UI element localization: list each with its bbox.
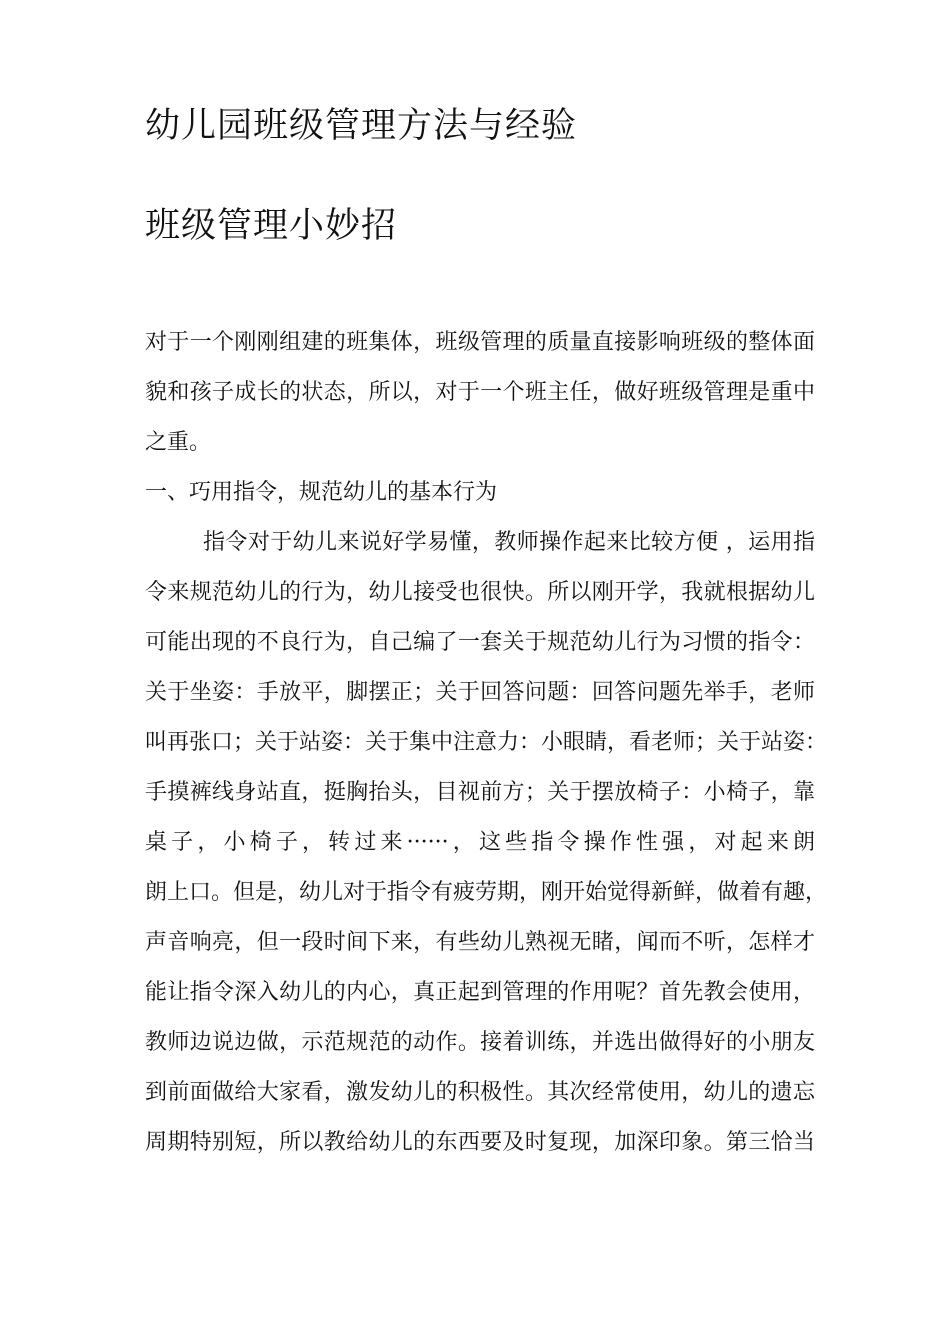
text-line: 周期特别短，所以教给幼儿的东西要及时复现，加深印象。第三恰当: [145, 1130, 815, 1155]
text-line: 叫再张口；关于站姿：关于集中注意力：小眼睛，看老师；关于站姿：: [145, 730, 828, 755]
text-line: 声音响亮，但一段时间下来，有些幼儿熟视无睹，闻而不听，怎样才: [145, 930, 815, 955]
text-line: 可能出现的不良行为，自己编了一套关于规范幼儿行为习惯的指令：: [145, 630, 815, 655]
text-line: 貌和孩子成长的状态，所以，对于一个班主任，做好班级管理是重中: [145, 380, 815, 405]
text-line: 能让指令深入幼儿的内心，真正起到管理的作用呢？首先教会使用，: [145, 980, 815, 1005]
text-line: 朗上口。但是，幼儿对于指令有疲劳期，刚开始觉得新鲜，做着有趣，: [145, 880, 828, 905]
text-line: 指令对于幼儿来说好学易懂，教师操作起来比较方便 ，运用指: [203, 530, 815, 555]
document-subtitle: 班级管理小妙招: [145, 206, 398, 246]
text-line: 令来规范幼儿的行为，幼儿接受也很快。所以刚开学，我就根据幼儿: [145, 580, 815, 605]
text-line: 对于一个刚刚组建的班集体，班级管理的质量直接影响班级的整体面: [145, 330, 815, 355]
text-line: 手摸裤线身站直，挺胸抬头，目视前方；关于摆放椅子：小椅子，靠: [145, 780, 815, 805]
section-heading: 一、巧用指令，规范幼儿的基本行为: [145, 480, 498, 505]
document-body: [145, 318, 828, 1168]
text-line: 桌子，小椅子，转过来······，这些指令操作性强，对起来朗: [145, 830, 815, 855]
document-title: 幼儿园班级管理方法与经验: [145, 106, 578, 146]
text-line: 到前面做给大家看，激发幼儿的积极性。其次经常使用，幼儿的遗忘: [145, 1080, 815, 1105]
text-line: 关于坐姿：手放平，脚摆正；关于回答问题：回答问题先举手，老师: [145, 680, 815, 705]
text-line: 之重。: [145, 430, 212, 455]
text-line: 教师边说边做，示范规范的动作。接着训练，并选出做得好的小朋友: [145, 1030, 815, 1055]
